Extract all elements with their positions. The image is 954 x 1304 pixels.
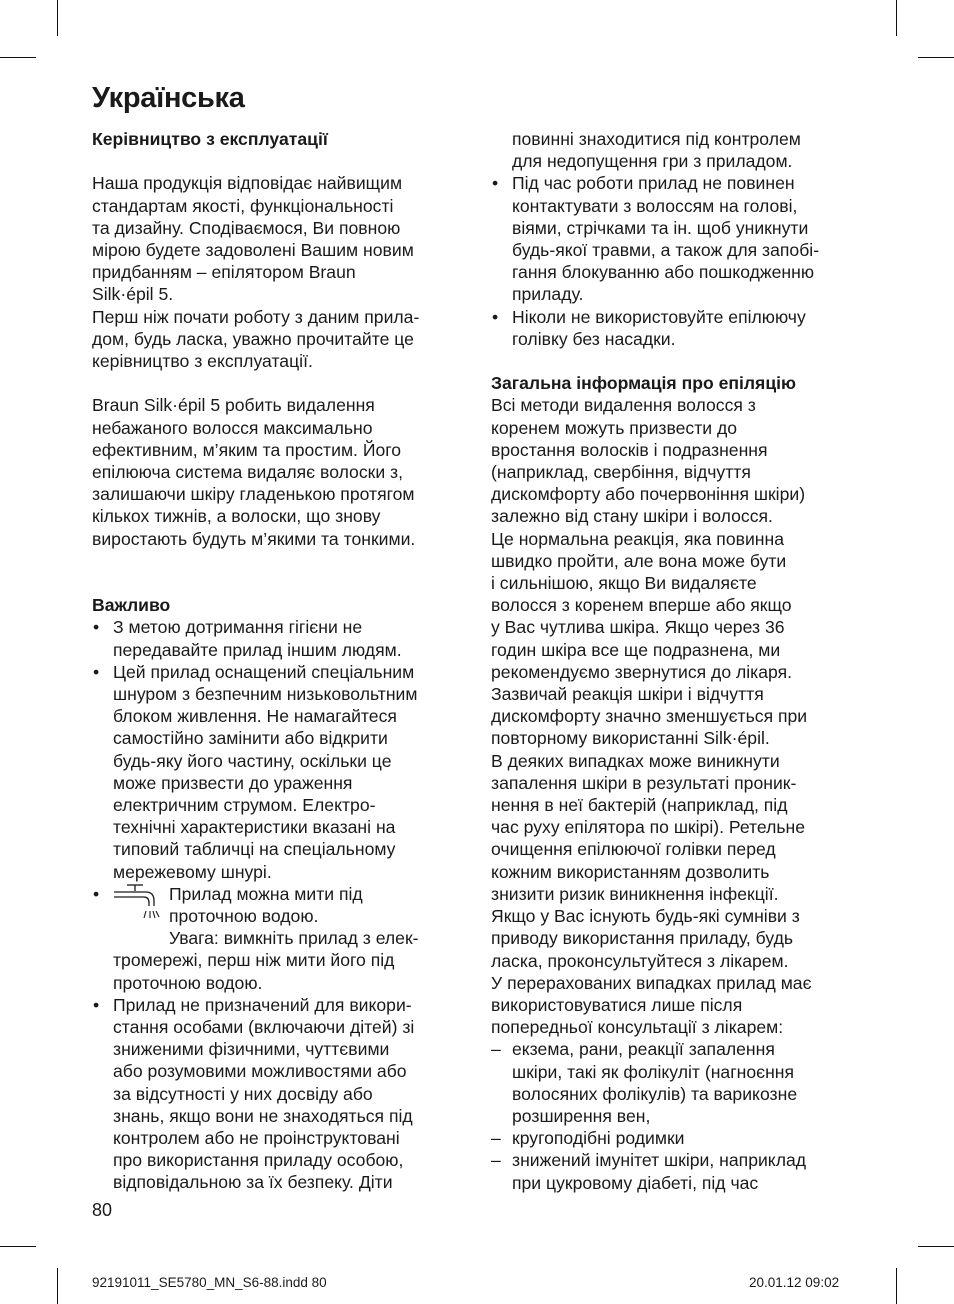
text-line: будь-яку його частину, оскільки це bbox=[113, 750, 392, 771]
text-line: мірою будете задоволені Вашим новим bbox=[92, 240, 414, 260]
text-line: дискомфорту значно зменшується при bbox=[491, 706, 808, 727]
text-line: годин шкіра все ще подразнена, ми bbox=[491, 639, 781, 660]
text-line: блоком живлення. Не намагайтеся bbox=[113, 706, 397, 727]
text-line: розширення вен, bbox=[512, 1105, 651, 1126]
crop-mark bbox=[0, 1246, 36, 1247]
text-line: та дизайну. Сподіваємося, Ви повною bbox=[92, 217, 401, 238]
text-line: нення в неї бактерій (наприклад, під bbox=[491, 795, 788, 816]
text-line: Braun Silk·épil 5 робить видалення bbox=[92, 395, 375, 416]
bullet: • bbox=[93, 661, 100, 682]
crop-mark bbox=[57, 0, 58, 36]
text-line: може призвести до ураження bbox=[113, 772, 353, 793]
text-line: придбанням – епілятором Braun bbox=[92, 262, 356, 283]
text-line: тромережі, перш ніж мити його під bbox=[113, 950, 395, 971]
text-line: Цей прилад оснащений спеціальним bbox=[113, 661, 415, 682]
text-line: голівку без насадки. bbox=[512, 328, 676, 349]
crop-mark bbox=[918, 1246, 954, 1247]
list-item bbox=[491, 306, 863, 350]
text-line: епілююча система видаляє волоски з, bbox=[92, 462, 404, 483]
text-line: запалення шкіри в результаті проник- bbox=[491, 772, 797, 793]
text-line bbox=[93, 994, 472, 1016]
washable-under-water-icon bbox=[112, 884, 160, 924]
crop-mark bbox=[896, 0, 897, 36]
left-column bbox=[92, 128, 472, 1194]
text-line: коренем можуть призвести до bbox=[491, 417, 738, 438]
text-line: Ніколи не використовуйте епілюючу bbox=[512, 306, 806, 327]
text-line: В деяких випадках може виникнути bbox=[491, 750, 780, 771]
list-item-continued bbox=[491, 128, 863, 172]
text-line: виростають будуть м’якими та тонкими. bbox=[92, 528, 416, 549]
text-line: знижений імунітет шкіри, наприклад bbox=[512, 1150, 807, 1171]
text-line: контролем або не проінструктовані bbox=[113, 1128, 400, 1149]
text-line: Якщо у Вас існують будь-які сумніви з bbox=[491, 906, 800, 927]
bullet: • bbox=[93, 883, 100, 904]
text-line: керівництво з експлуатації. bbox=[92, 351, 313, 372]
text-line: про використання приладу особою, bbox=[113, 1150, 404, 1171]
text-line: волосяних фолікулів) та варикозне bbox=[512, 1083, 798, 1104]
text-line: Під час роботи прилад не повинен bbox=[512, 173, 795, 194]
important-title: Важливо bbox=[92, 595, 171, 616]
text-line: Всі методи видалення волосся з bbox=[491, 395, 756, 416]
bullet: • bbox=[492, 306, 499, 327]
text-line bbox=[491, 1149, 863, 1171]
dash-item bbox=[491, 1127, 863, 1149]
text-line: очищення епілюючої голівки перед bbox=[491, 839, 776, 860]
right-column bbox=[491, 128, 863, 1194]
text-line: для недопущення гри з приладом. bbox=[512, 151, 793, 172]
dash-item bbox=[491, 1149, 863, 1193]
text-line: проточною водою. bbox=[113, 972, 263, 993]
crop-mark bbox=[918, 57, 954, 58]
text-line: стання особами (включаючи дітей) зі bbox=[113, 1017, 415, 1038]
text-line: віями, стрічками та ін. щоб уникнути bbox=[512, 217, 809, 238]
page-number: 80 bbox=[92, 1200, 113, 1220]
dash-item bbox=[491, 1038, 863, 1127]
text-line: Прилад не призначений для викори- bbox=[113, 994, 412, 1015]
text-line: стандартам якості, функціональності bbox=[92, 195, 394, 216]
text-line: кількох тижнів, а волоски, що знову bbox=[92, 506, 381, 527]
text-line: приводу використання приладу, будь bbox=[491, 928, 793, 949]
text-line: за відсутності у них досвіду або bbox=[113, 1083, 373, 1104]
text-line: вростання волосків і подразнення bbox=[491, 439, 768, 460]
text-line: Прилад можна мити під bbox=[169, 883, 363, 904]
text-line: (наприклад, свербіння, відчуття bbox=[491, 462, 751, 483]
intro-paragraph-2 bbox=[92, 394, 472, 549]
text-line: повторному використанні Silk·épil. bbox=[491, 728, 770, 749]
text-line: залишаючи шкіру гладенькою протягом bbox=[92, 484, 415, 505]
list-item bbox=[92, 994, 472, 1194]
dash-marker: – bbox=[491, 1039, 501, 1060]
text-line: шнуром з безпечним низьковольтним bbox=[113, 684, 418, 705]
text-line: ласка, проконсультуйтеся з лікарем. bbox=[491, 950, 789, 971]
general-info-title: Загальна інформація про епіляцію bbox=[491, 373, 797, 394]
text-line: зниженими фізичними, чуттєвими bbox=[113, 1039, 390, 1060]
text-line: дискомфорту або почервоніння шкіри) bbox=[491, 484, 806, 505]
text-line: екзема, рани, реакції запалення bbox=[512, 1039, 775, 1060]
footer-file-slug: 92191011_SE5780_MN_S6-88.indd 80 bbox=[92, 1275, 327, 1290]
text-line: знизити ризик виникнення інфекції. bbox=[491, 883, 779, 904]
list-item bbox=[92, 661, 472, 883]
text-line: приладу. bbox=[512, 284, 584, 305]
text-line: будь-якої травми, а також для запобі- bbox=[512, 240, 820, 261]
text-line bbox=[93, 661, 472, 683]
text-line: і сильнішою, якщо Ви видаляєте bbox=[491, 573, 757, 594]
list-item bbox=[491, 172, 863, 305]
dash-marker: – bbox=[491, 1150, 501, 1171]
text-line: залежно від стану шкіри і волосся. bbox=[491, 506, 773, 527]
text-line: Наша продукція відповідає найвищим bbox=[92, 173, 403, 194]
page-heading: Українська bbox=[92, 82, 245, 114]
text-line: час руху епілятора по шкірі). Ретельне bbox=[491, 817, 806, 838]
text-line: дом, будь ласка, уважно прочитайте це bbox=[92, 328, 414, 349]
crop-mark bbox=[0, 57, 36, 58]
general-info-body bbox=[491, 394, 863, 1038]
crop-mark bbox=[896, 1268, 897, 1304]
text-line: У перерахованих випадках прилад має bbox=[491, 972, 812, 993]
text-line bbox=[491, 1127, 863, 1149]
text-line: відповідальною за їх безпеку. Діти bbox=[113, 1172, 393, 1193]
text-line: гання блокуванню або пошкодженню bbox=[512, 262, 815, 283]
text-line: самостійно замінити або відкрити bbox=[113, 728, 388, 749]
text-line: передавайте прилад іншим людям. bbox=[113, 639, 402, 660]
text-line: електричним струмом. Електро- bbox=[113, 795, 376, 816]
text-line: мережевому шнурі. bbox=[113, 861, 272, 882]
text-line: Увага: вимкніть прилад з елек- bbox=[169, 928, 419, 949]
footer-datetime: 20.01.12 09:02 bbox=[749, 1275, 840, 1290]
text-line: повинні знаходитися під контролем bbox=[512, 129, 801, 149]
text-line: Це нормальна реакція, яка повинна bbox=[491, 528, 785, 549]
text-line bbox=[491, 1038, 863, 1060]
list-item bbox=[92, 616, 472, 660]
text-line: Silk·épil 5. bbox=[92, 284, 174, 305]
bullet: • bbox=[93, 617, 100, 638]
text-line: знань, якщо вони не знаходяться під bbox=[113, 1105, 413, 1126]
text-line: у Вас чутлива шкіра. Якщо через 36 bbox=[491, 617, 785, 638]
text-line: кругоподібні родимки bbox=[512, 1128, 685, 1149]
text-line: Зазвичай реакція шкіри і відчуття bbox=[491, 684, 764, 705]
text-line: небажаного волосся максимально bbox=[92, 417, 373, 438]
text-line: швидко пройти, але вона може бути bbox=[491, 550, 787, 571]
text-line: З метою дотримання гігієни не bbox=[113, 617, 363, 638]
list-item bbox=[92, 883, 472, 994]
text-line: попередньої консультації з лікарем: bbox=[491, 1017, 784, 1038]
text-line bbox=[492, 172, 863, 194]
text-line: типовий табличці на спеціальному bbox=[113, 839, 396, 860]
text-line: при цукровому діабеті, під час bbox=[512, 1172, 759, 1193]
text-line: технічні характеристики вказані на bbox=[113, 817, 396, 838]
text-line: рекомендуємо звернутися до лікаря. bbox=[491, 661, 793, 682]
bullet: • bbox=[492, 173, 499, 194]
bullet: • bbox=[93, 994, 100, 1015]
intro-title: Керівництво з експлуатації bbox=[92, 129, 328, 149]
text-line: кожним використанням дозволить bbox=[491, 861, 770, 882]
text-line: Перш ніж почати роботу з даним прила- bbox=[92, 306, 420, 327]
text-line: проточною водою. bbox=[169, 906, 319, 927]
intro-paragraph-1 bbox=[92, 172, 472, 372]
text-line: шкіри, такі як фолікуліт (нагноєння bbox=[512, 1061, 795, 1082]
text-line bbox=[492, 306, 863, 328]
text-line: контактувати з волоссям на голові, bbox=[512, 195, 798, 216]
text-line: використовуватися лише після bbox=[491, 994, 743, 1015]
text-line: або розумовими можливостями або bbox=[113, 1061, 407, 1082]
crop-mark bbox=[57, 1268, 58, 1304]
text-line: волосся з коренем вперше або якщо bbox=[491, 595, 792, 616]
text-line bbox=[93, 616, 472, 638]
dash-marker: – bbox=[491, 1128, 501, 1149]
text-line: ефективним, м’яким та простим. Його bbox=[92, 439, 402, 460]
